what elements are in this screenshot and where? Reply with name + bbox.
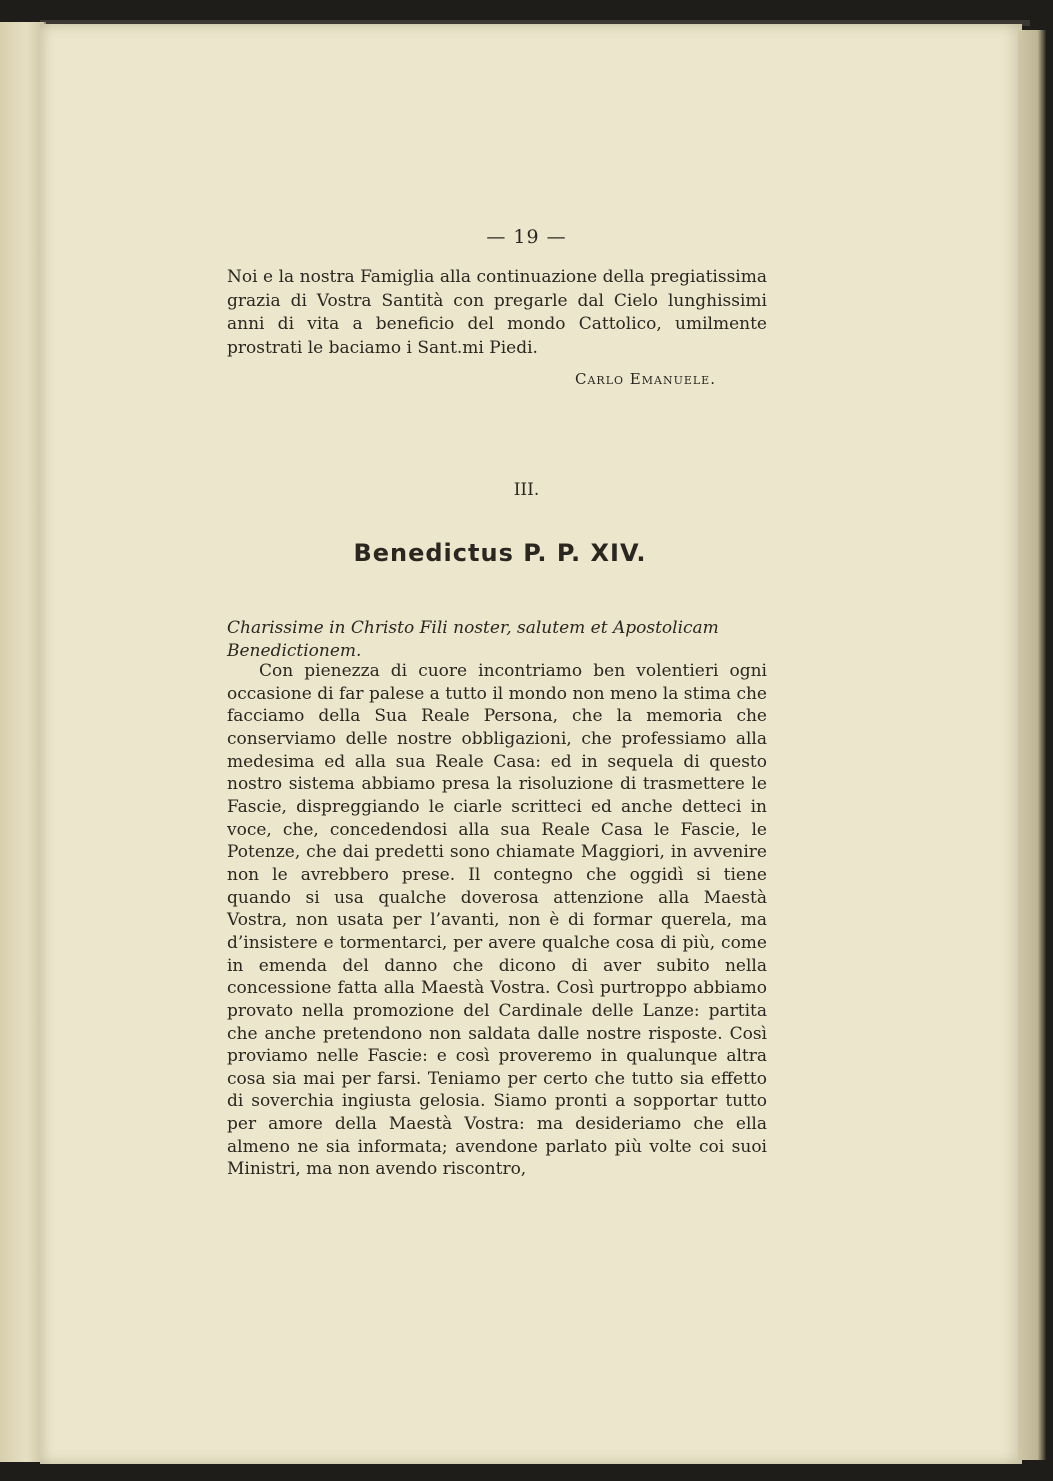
letter-heading: Benedictus P. P. XIV. (353, 539, 647, 567)
salutation: Charissime in Christo Fili noster, salutem et Apostolicam Benedictionem. (227, 618, 719, 661)
page-number: — 19 — (486, 226, 567, 248)
section-number: III. (513, 480, 540, 500)
body-paragraph: Con pienezza di cuore incontriamo ben volentieri ogni occasione di far palese a tutto il mondo non meno la stima che facciamo della Sua Reale Persona, che la memoria che conserviamo delle nostre obbligazioni, che professiamo alla medesima ed alla sua Reale Casa: ed in sequela di questo nostro sistema abbiamo presa la risoluzione di trasmettere le Fascie, dispreggiando le ciarle scritteci ed anche detteci in voce, che, concedendosi alla sua Reale Casa le Fascie, le Potenze, che dai predetti sono chiamate Maggiori, in avvenire non le avrebbero prese. Il contegno che oggidì si tiene quando si usa qualche doverosa attenzione alla Maestà Vostra, non usata per l’avanti, non è di formar querela, ma d’insistere e tormentarci, per avere qualche cosa di più, come in emenda del danno che dicono di aver subito nella concessione fatta alla Maestà Vostra. Così purtroppo abbiamo provato nella promozione del Cardinale delle Lanze: partita che anche pretendono non saldata dalle nostre risposte. Così proviamo nelle Fascie: e così proveremo in qualunque altra cosa sia mai per farsi. Teniamo per certo che tutto sia effetto di soverchia ingiusta gelosia. Siamo pronti a sopportar tutto per amore della Maestà Vostra: ma desideriamo che ella almeno ne sia informata; avendone parlato più volte coi suoi Ministri, ma non avendo riscontro, (227, 661, 767, 1180)
continuation-paragraph: Noi e la nostra Famiglia alla continuazione della pregiatissima grazia di Vostra Santità con pregarle dal Cielo lunghissimi anni di vita a beneficio del mondo Cattolico, umilmente prostrati le baciamo i Sant.mi Piedi. (227, 267, 767, 358)
signature: Carlo Emanuele. (575, 370, 716, 388)
